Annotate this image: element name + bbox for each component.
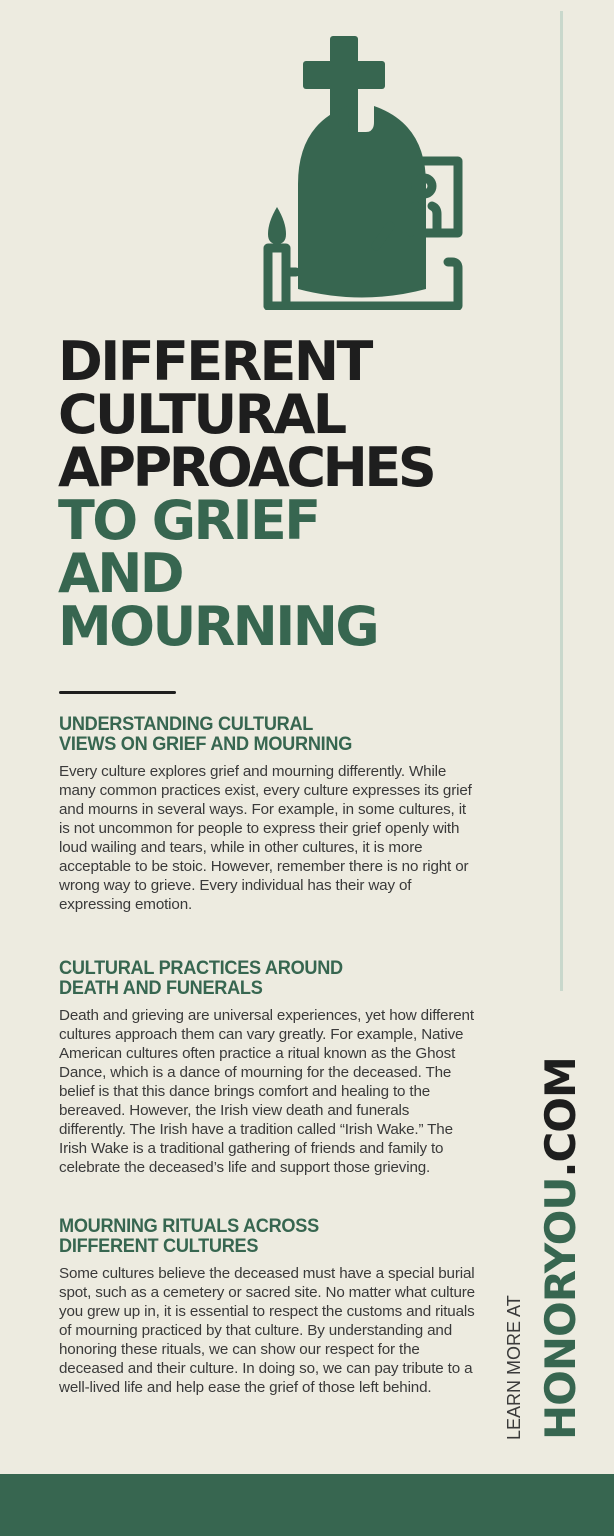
section-mourning-rituals: [59, 1216, 479, 1397]
title-line-green: TO GRIEF: [58, 489, 319, 552]
heading-line: VIEWS ON GRIEF AND MOURNING: [59, 733, 353, 755]
section-understanding-cultural-views: [59, 714, 479, 914]
heading-line: UNDERSTANDING CULTURAL: [59, 713, 314, 735]
grave-with-cross-candle-and-portrait-icon: [258, 34, 540, 310]
website-name: HONORYOU: [536, 1177, 585, 1440]
title-line-green: MOURNING: [58, 595, 378, 658]
page-title: [58, 330, 538, 658]
heading-line: MOURNING RITUALS ACROSS: [59, 1215, 319, 1237]
section-heading: [59, 1216, 450, 1256]
section-body: Some cultures believe the deceased must have a special burial spot, such as a cemetery or sacred site. No matter what culture you grew up in, it is essential to respect the customs and rituals of mourning practiced by that culture. By understanding and honoring these rituals, we can show our respect for the deceased and their culture. In doing so, we can pay tribute to a well-lived life and help ease the grief of those left behind.: [59, 1265, 475, 1396]
heading-line: CULTURAL PRACTICES AROUND: [59, 957, 343, 979]
cta-label: LEARN MORE AT: [504, 1295, 524, 1440]
title-line: APPROACHES: [58, 436, 434, 499]
website-link[interactable]: [536, 1057, 585, 1440]
footer-bar: [0, 1474, 614, 1536]
website-tld: .COM: [536, 1057, 585, 1178]
title-divider: [59, 691, 176, 694]
section-heading: [59, 958, 450, 998]
section-heading: [59, 714, 450, 754]
section-body: Death and grieving are universal experiences, yet how different cultures approach them can vary greatly. For example, Native American cultures often practice a ritual known as the Ghost Dance, which is a dance of mourning for the deceased. The belief is that this dance brings comfort and healing to the bereaved. However, the Irish view death and funerals differently. The Irish have a tradition called “Irish Wake.” The Irish Wake is a traditional gathering of friends and family to celebrate the deceased’s life and support those grieving.: [59, 1007, 474, 1176]
heading-line: DIFFERENT CULTURES: [59, 1235, 259, 1257]
section-body: Every culture explores grief and mourning differently. While many common practices exist, every culture expresses its grief and mourns in several ways. For example, in some cultures, it is not uncommon for people to express their grief openly with loud wailing and tears, while in other cultures, it is more acceptable to be stoic. However, remember there is no right or wrong way to grieve. Every individual has their way of expressing emotion.: [59, 763, 472, 913]
title-line: CULTURAL: [58, 383, 345, 446]
section-cultural-practices: [59, 958, 479, 1177]
title-line-green: AND: [58, 542, 183, 605]
vertical-rule: [560, 11, 563, 991]
title-line: DIFFERENT: [58, 330, 371, 393]
learn-more-cta: [503, 1057, 585, 1440]
heading-line: DEATH AND FUNERALS: [59, 977, 263, 999]
